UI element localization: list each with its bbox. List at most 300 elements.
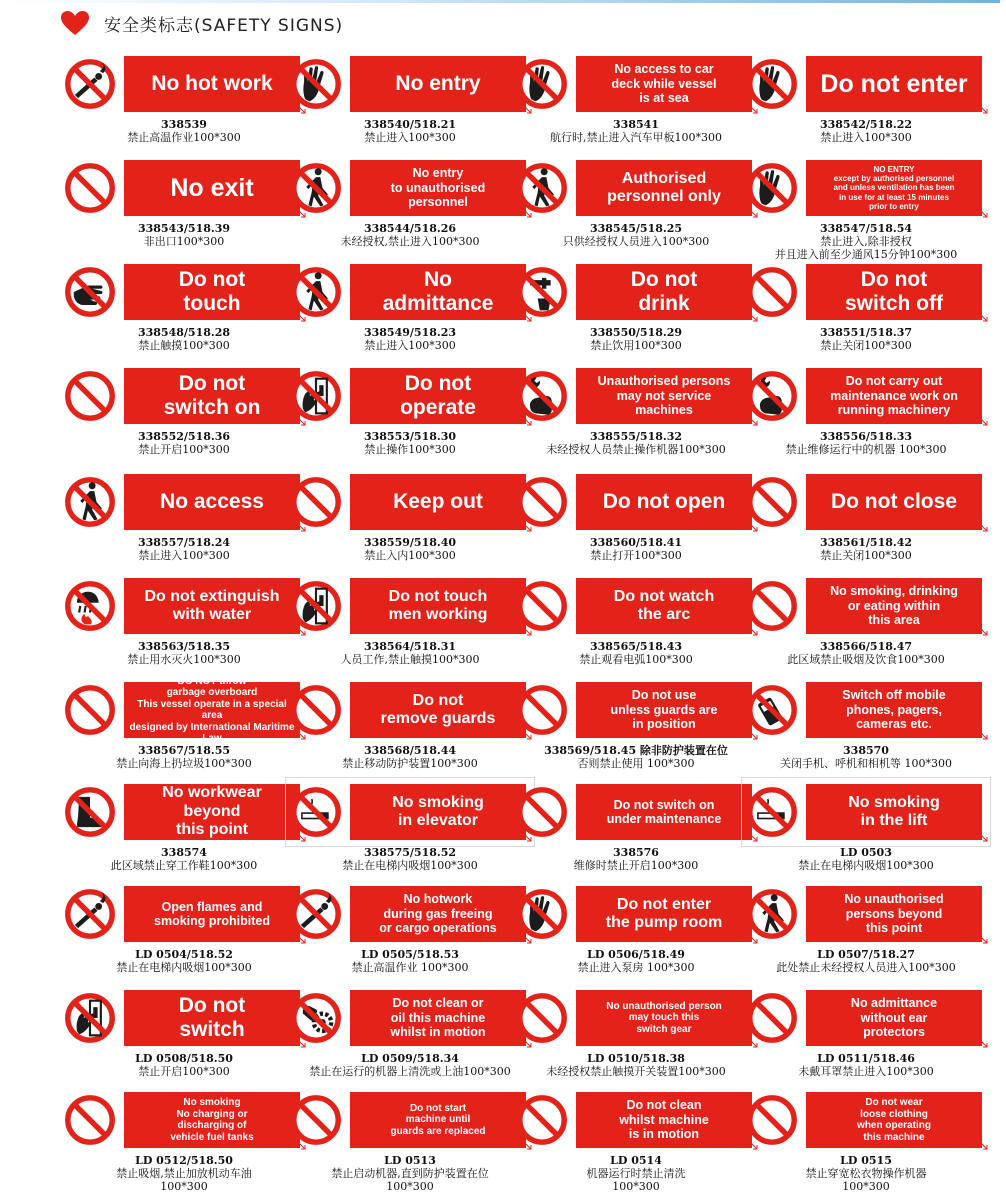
sign-description: 此区域禁止吸烟及饮食100*300	[787, 653, 945, 666]
prohibition-icon	[746, 684, 798, 736]
product-code: 338552/518.36	[137, 430, 231, 443]
safety-sign	[290, 472, 530, 532]
prohibition-icon	[746, 888, 798, 940]
sign-description: 禁止用水灭火100*300	[127, 653, 241, 666]
sign-caption	[726, 744, 1006, 770]
sign-text: No unauthorised person may touch this switch gear	[606, 1000, 722, 1035]
sign-description: 关闭手机、呼机和相机等 100*300	[780, 757, 952, 770]
safety-sign	[746, 1090, 986, 1150]
prohibition-icon	[64, 786, 116, 838]
sign-description: 禁止饮用100*300	[590, 339, 682, 352]
safety-sign	[746, 366, 986, 426]
safety-sign-item	[290, 576, 530, 680]
prohibition-icon	[516, 370, 568, 422]
heart-icon	[60, 10, 90, 36]
sign-text: Do not carry out maintenance work on running machinery	[830, 374, 958, 418]
safety-sign	[516, 1090, 756, 1150]
product-code: 338549/518.23	[363, 326, 457, 339]
prohibition-icon	[290, 992, 342, 1044]
safety-sign	[290, 782, 530, 842]
product-code: LD 0503	[840, 846, 892, 859]
sign-panel	[350, 160, 526, 216]
sign-description: 禁止关闭100*300	[820, 549, 912, 562]
sign-text: No unauthorised persons beyond this point	[844, 892, 944, 936]
sign-description: 禁止高温作业 100*300	[351, 961, 469, 974]
sign-text: Do not enter	[820, 69, 968, 98]
prohibition-icon	[746, 992, 798, 1044]
product-code: LD 0505/518.53	[361, 948, 459, 961]
sign-panel	[576, 784, 752, 840]
sign-panel	[350, 990, 526, 1046]
safety-sign	[516, 988, 756, 1048]
sign-panel	[576, 474, 752, 530]
product-code: 338561/518.42	[819, 536, 913, 549]
sign-description: 禁止开启100*300	[138, 1065, 230, 1078]
safety-sign	[290, 262, 530, 322]
prohibition-icon	[516, 476, 568, 528]
sign-description: 禁止操作100*300	[364, 443, 456, 456]
product-code: 338539	[161, 118, 207, 131]
safety-sign	[746, 782, 986, 842]
safety-sign	[290, 680, 530, 740]
product-code: 338560/518.41	[589, 536, 683, 549]
safety-sign	[64, 262, 304, 322]
sign-panel	[576, 682, 752, 738]
product-code: 338553/518.30	[363, 430, 457, 443]
sign-panel	[350, 368, 526, 424]
sign-panel	[124, 784, 300, 840]
sign-text: No smoking, drinking or eating within this area	[830, 584, 958, 628]
prohibition-icon	[290, 476, 342, 528]
prohibition-icon	[746, 370, 798, 422]
sign-description: 此区域禁止穿工作鞋100*300	[110, 859, 258, 872]
sign-panel	[806, 474, 982, 530]
safety-sign-item	[290, 54, 530, 158]
safety-sign-item	[516, 782, 756, 886]
sign-caption	[726, 222, 1006, 261]
sign-panel	[806, 1092, 982, 1148]
safety-sign	[516, 680, 756, 740]
prohibition-icon	[64, 1094, 116, 1146]
sign-panel	[350, 682, 526, 738]
safety-sign	[290, 158, 530, 218]
sign-text: Do not watch the arc	[613, 587, 715, 623]
safety-sign	[746, 988, 986, 1048]
safety-sign	[746, 576, 986, 636]
sign-text: Do not remove guards	[380, 691, 496, 727]
product-code: 338544/518.26	[363, 222, 457, 235]
sign-description: 禁止进入泵房 100*300	[577, 961, 695, 974]
prohibition-icon	[516, 992, 568, 1044]
safety-sign	[516, 472, 756, 532]
safety-sign-item	[746, 782, 986, 886]
sign-text: Do not switch on under maintenance	[606, 797, 722, 826]
safety-sign	[64, 366, 304, 426]
prohibition-icon	[516, 58, 568, 110]
sign-description: 此处禁止未经授权人员进入100*300	[776, 961, 956, 974]
product-code: 338576	[613, 846, 659, 859]
sign-panel	[124, 160, 300, 216]
safety-sign-item	[516, 1090, 756, 1194]
sign-panel	[124, 886, 300, 942]
sign-text: NO ENTRY except by authorised personnel and unless ventilation has been in use for at least 15 minutes prior to entry	[833, 165, 955, 211]
prohibition-icon	[290, 266, 342, 318]
safety-sign	[64, 782, 304, 842]
sign-description: 非出口100*300	[143, 235, 225, 248]
sign-panel	[350, 474, 526, 530]
safety-sign-item	[290, 782, 530, 886]
safety-sign-item	[64, 576, 304, 680]
safety-sign-item	[64, 366, 304, 470]
product-code: 338575/518.52	[363, 846, 457, 859]
safety-sign	[516, 158, 756, 218]
sign-panel	[350, 886, 526, 942]
safety-sign	[64, 675, 304, 744]
sign-panel	[806, 56, 982, 112]
prohibition-icon	[290, 786, 342, 838]
product-code: 338542/518.22	[819, 118, 913, 131]
safety-sign	[746, 472, 986, 532]
safety-sign-item	[64, 158, 304, 262]
sign-description: 禁止观看电弧100*300	[579, 653, 693, 666]
sign-panel	[124, 368, 300, 424]
safety-sign-item	[290, 472, 530, 576]
product-code: LD 0504/518.52	[135, 948, 233, 961]
sign-description: 禁止移动防护装置100*300	[342, 757, 478, 770]
safety-sign-item	[746, 680, 986, 784]
safety-sign	[516, 54, 756, 114]
sign-text: Do not clean or oil this machine whilst in motion	[390, 996, 486, 1040]
prohibition-icon	[64, 58, 116, 110]
sign-text: Do not touch men working	[388, 587, 488, 623]
prohibition-icon	[64, 370, 116, 422]
product-code: 338540/518.21	[363, 118, 457, 131]
product-code: LD 0515	[840, 1154, 892, 1167]
safety-sign-item	[290, 680, 530, 784]
sign-description: 禁止吸烟,禁止加放机动车油 100*300	[116, 1167, 252, 1193]
safety-sign-item	[64, 262, 304, 366]
sign-text: Do not close	[830, 489, 957, 513]
sign-text: Do not switch	[178, 993, 246, 1041]
sign-panel	[806, 682, 982, 738]
safety-sign-item	[64, 472, 304, 576]
prohibition-icon	[64, 684, 116, 736]
product-code: 338564/518.31	[363, 640, 457, 653]
sign-text: No smoking No charging or discharging of vehicle fuel tanks	[170, 1097, 254, 1143]
safety-sign	[746, 54, 986, 114]
safety-sign	[290, 884, 530, 944]
safety-sign	[290, 576, 530, 636]
sign-description: 只供经授权人员进入100*300	[562, 235, 710, 248]
sign-description: 禁止在运行的机器上清洗或上油100*300	[309, 1065, 511, 1078]
safety-sign	[64, 884, 304, 944]
sign-description: 禁止进入100*300	[820, 131, 912, 144]
prohibition-icon	[64, 992, 116, 1044]
prohibition-icon	[516, 162, 568, 214]
sign-description: 禁止开启100*300	[138, 443, 230, 456]
sign-description: 禁止触摸100*300	[138, 339, 230, 352]
product-code: 338563/518.35	[137, 640, 231, 653]
corner-mark-icon	[980, 524, 988, 532]
sign-text: No smoking in elevator	[392, 793, 484, 829]
sign-panel	[576, 990, 752, 1046]
product-code: 338547/518.54	[819, 222, 913, 235]
corner-mark-icon	[980, 314, 988, 322]
safety-sign	[64, 54, 304, 114]
product-code: 338570	[843, 744, 889, 757]
sign-panel	[350, 264, 526, 320]
sign-panel	[576, 368, 752, 424]
product-code: 338565/518.43	[589, 640, 683, 653]
corner-mark-icon	[980, 628, 988, 636]
corner-mark-icon	[980, 1142, 988, 1150]
safety-sign	[290, 366, 530, 426]
corner-mark-icon	[980, 1040, 988, 1048]
sign-description: 维修时禁止开启100*300	[573, 859, 699, 872]
product-code: 338551/518.37	[819, 326, 913, 339]
product-code: 338569/518.45 除非防护装置在位	[544, 744, 728, 757]
safety-sign	[64, 158, 304, 218]
sign-text: Authorised personnel only	[607, 169, 721, 205]
sign-text: Switch off mobile phones, pagers, cameras etc.	[842, 688, 946, 732]
prohibition-icon	[290, 888, 342, 940]
safety-sign	[290, 54, 530, 114]
safety-sign-item	[64, 884, 304, 988]
sign-caption	[726, 948, 1006, 974]
sign-description: 否则禁止使用 100*300	[577, 757, 695, 770]
sign-description: 禁止启动机器,直到防护装置在位 100*300	[331, 1167, 489, 1193]
prohibition-icon	[746, 476, 798, 528]
sign-text: Do not operate	[400, 371, 476, 419]
safety-sign-item	[746, 54, 986, 158]
sign-description: 禁止进入100*300	[364, 339, 456, 352]
product-code: LD 0513	[384, 1154, 436, 1167]
sign-panel	[806, 160, 982, 216]
product-code: LD 0509/518.34	[361, 1052, 459, 1065]
safety-sign-item	[516, 262, 756, 366]
sign-description: 禁止穿宽松衣物操作机器 100*300	[805, 1167, 927, 1193]
sign-panel	[350, 56, 526, 112]
sign-description: 禁止在电梯内吸烟100*300	[342, 859, 478, 872]
sign-panel	[576, 1092, 752, 1148]
product-code: 338568/518.44	[363, 744, 457, 757]
safety-sign-item	[746, 366, 986, 470]
sign-text: Do not switch off	[845, 267, 943, 315]
sign-caption	[726, 430, 1006, 456]
safety-sign-item	[746, 262, 986, 366]
sign-description: 禁止进入100*300	[138, 549, 230, 562]
sign-description: 未经授权人员禁止操作机器100*300	[546, 443, 726, 456]
sign-text: Do not open	[602, 489, 726, 513]
product-code: 338545/518.25	[589, 222, 683, 235]
prohibition-icon	[290, 684, 342, 736]
prohibition-icon	[746, 786, 798, 838]
safety-sign-item	[746, 1090, 986, 1194]
product-code: 338543/518.39	[137, 222, 231, 235]
sign-panel	[806, 784, 982, 840]
safety-sign-item	[746, 884, 986, 988]
prohibition-icon	[516, 1094, 568, 1146]
sign-panel	[576, 886, 752, 942]
prohibition-icon	[746, 1094, 798, 1146]
prohibition-icon	[290, 580, 342, 632]
sign-text: No smoking in the lift	[848, 793, 940, 829]
safety-sign	[516, 884, 756, 944]
corner-mark-icon	[980, 834, 988, 842]
prohibition-icon	[516, 266, 568, 318]
sign-text: No entry to unauthorised personnel	[390, 166, 486, 210]
safety-sign-item	[746, 576, 986, 680]
safety-sign-item	[64, 782, 304, 886]
sign-description: 禁止进入,除非授权 并且进入前至少通风15分钟100*300	[774, 235, 958, 261]
safety-sign-item	[516, 680, 756, 784]
sign-text: Do not switch on	[163, 371, 261, 419]
prohibition-icon	[746, 580, 798, 632]
sign-panel	[806, 578, 982, 634]
sign-panel	[806, 264, 982, 320]
safety-sign	[64, 472, 304, 532]
corner-mark-icon	[980, 732, 988, 740]
prohibition-icon	[290, 162, 342, 214]
product-code: 338541	[613, 118, 659, 131]
sign-panel	[806, 368, 982, 424]
sign-text: No admittance without ear protectors	[850, 996, 938, 1040]
sign-panel	[806, 886, 982, 942]
safety-sign	[290, 988, 530, 1048]
safety-sign-item	[516, 884, 756, 988]
safety-sign	[746, 884, 986, 944]
sign-description: 人员工作,禁止触摸100*300	[340, 653, 480, 666]
safety-sign-item	[516, 576, 756, 680]
safety-sign-item	[516, 158, 756, 262]
sign-text: Do not touch	[178, 267, 246, 315]
sign-text: Do not extinguish with water	[144, 587, 280, 623]
sign-description: 机器运行时禁止清洗 100*300	[586, 1167, 686, 1193]
prohibition-icon	[746, 162, 798, 214]
sign-panel	[124, 675, 300, 744]
sign-panel	[576, 264, 752, 320]
product-code: 338566/518.47	[819, 640, 913, 653]
corner-mark-icon	[980, 936, 988, 944]
prohibition-icon	[290, 1094, 342, 1146]
safety-sign-item	[516, 366, 756, 470]
product-code: LD 0514	[610, 1154, 662, 1167]
prohibition-icon	[516, 786, 568, 838]
safety-sign-item	[290, 366, 530, 470]
product-code: LD 0511/518.46	[817, 1052, 915, 1065]
sign-text: DO NOT throw garbage overboard This vessel operate in a special area designed by International Maritime Law	[129, 675, 295, 744]
product-code: 338556/518.33	[819, 430, 913, 443]
sign-text: No entry	[395, 71, 481, 95]
safety-sign-item	[290, 158, 530, 262]
safety-sign-item	[516, 472, 756, 576]
sign-description: 未戴耳罩禁止进入100*300	[798, 1065, 934, 1078]
product-code: LD 0506/518.49	[587, 948, 685, 961]
page-title: 安全类标志(SAFETY SIGNS)	[104, 15, 344, 36]
product-code: LD 0508/518.50	[135, 1052, 233, 1065]
prohibition-icon	[746, 58, 798, 110]
prohibition-icon	[64, 580, 116, 632]
sign-description: 未经授权,禁止进入100*300	[340, 235, 480, 248]
sign-text: Keep out	[393, 489, 483, 513]
safety-sign-item	[64, 54, 304, 158]
top-rule	[0, 0, 1000, 3]
safety-sign-item	[516, 54, 756, 158]
product-code: 338574	[161, 846, 207, 859]
prohibition-icon	[64, 888, 116, 940]
sign-text: Do not drink	[630, 267, 698, 315]
safety-sign-item	[290, 1090, 530, 1194]
product-code: 338548/518.28	[137, 326, 231, 339]
safety-sign-item	[64, 988, 304, 1092]
prohibition-icon	[516, 684, 568, 736]
product-code: 338567/518.55	[137, 744, 231, 757]
sign-description: 航行时,禁止进入汽车甲板100*300	[550, 131, 722, 144]
sign-text: Do not enter the pump room	[605, 895, 723, 931]
safety-sign-item	[64, 1090, 304, 1194]
safety-sign	[746, 262, 986, 322]
sign-description: 禁止关闭100*300	[820, 339, 912, 352]
sign-caption	[726, 640, 1006, 666]
product-code: LD 0510/518.38	[587, 1052, 685, 1065]
sign-caption	[726, 1052, 1006, 1078]
safety-sign	[746, 680, 986, 740]
sign-panel	[576, 578, 752, 634]
prohibition-icon	[290, 58, 342, 110]
product-code: 338557/518.24	[137, 536, 231, 549]
corner-mark-icon	[980, 210, 988, 218]
sign-text: Unauthorised persons may not service machines	[597, 374, 731, 418]
sign-panel	[124, 1092, 300, 1148]
sign-description: 禁止进入100*300	[364, 131, 456, 144]
sign-description: 禁止打开100*300	[590, 549, 682, 562]
sign-panel	[576, 56, 752, 112]
sign-text: No hot work	[151, 71, 273, 95]
prohibition-icon	[290, 370, 342, 422]
safety-sign	[516, 262, 756, 322]
sign-text: No admittance	[382, 267, 494, 315]
safety-sign-item	[746, 472, 986, 576]
sign-description: 禁止高温作业100*300	[127, 131, 241, 144]
sign-panel	[124, 56, 300, 112]
sign-description: 禁止维修运行中的机器 100*300	[785, 443, 947, 456]
sign-text: No hotwork during gas freeing or cargo operations	[379, 892, 497, 936]
sign-description: 禁止入内100*300	[364, 549, 456, 562]
safety-sign-item	[290, 988, 530, 1092]
product-code: LD 0512/518.50	[135, 1154, 233, 1167]
product-code: LD 0507/518.27	[817, 948, 915, 961]
sign-description: 未经授权禁止触摸开关装置100*300	[546, 1065, 726, 1078]
sign-text: No access to car deck while vessel is at sea	[611, 62, 717, 106]
sign-caption	[726, 118, 1006, 144]
sign-text: No access	[160, 489, 264, 513]
prohibition-icon	[64, 266, 116, 318]
sign-panel	[806, 990, 982, 1046]
safety-sign-item	[290, 262, 530, 366]
corner-mark-icon	[980, 106, 988, 114]
sign-panel	[576, 160, 752, 216]
safety-sign	[746, 158, 986, 218]
safety-sign-item	[516, 988, 756, 1092]
sign-text: No workwear beyond this point	[162, 784, 262, 839]
safety-sign	[64, 576, 304, 636]
sign-text: Do not wear loose clothing when operating this machine	[857, 1097, 931, 1143]
sign-panel	[124, 578, 300, 634]
sign-panel	[124, 990, 300, 1046]
prohibition-icon	[516, 888, 568, 940]
safety-sign	[516, 782, 756, 842]
sign-text: Do not clean whilst machine is in motion	[619, 1098, 709, 1142]
